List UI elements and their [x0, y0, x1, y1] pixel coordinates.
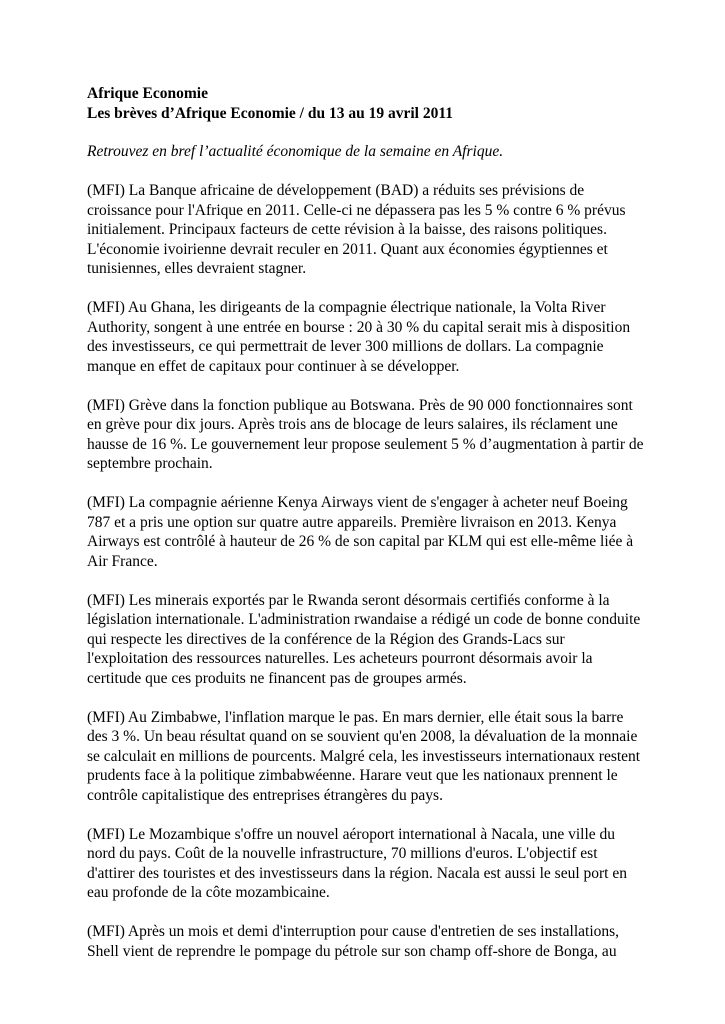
document-subtitle: Les brèves d’Afrique Economie / du 13 au 19 avril 2011 — [87, 104, 453, 122]
paragraph: (MFI) La compagnie aérienne Kenya Airways vient de s'engager à acheter neuf Boeing 787 et a pris une option sur quatre autre appareils. Première livraison en 2013. Kenya Airways est contrôlé à hauteur de 26 % de son capital par KLM qui est elle-même liée à Air France. — [87, 494, 634, 570]
paragraph: (MFI) Au Ghana, les dirigeants de la compagnie électrique nationale, la Volta River Authority, songent à une entrée en bourse : 20 à 30 % du capital serait mis à disposition des investisseurs, ce qui permettrait de lever 300 millions de dollars. La compagnie manque en effet de capitaux pour continuer à se développer. — [87, 299, 631, 375]
paragraph: (MFI) Les minerais exportés par le Rwanda seront désormais certifiés conforme à la législation internationale. L'administration rwandaise a rédigé un code de bonne conduite qui respecte les directives de la conférence de la Région des Grands-Lacs sur l'exploitation des ressources naturelles. Les acheteurs pourront désormais avoir la certitude que ces produits ne financent pas de groupes armés. — [87, 591, 641, 687]
paragraph: (MFI) Au Zimbabwe, l'inflation marque le pas. En mars dernier, elle était sous la barre des 3 %. Un beau résultat quand on se souvient qu'en 2008, la dévaluation de la monnaie se calculait en millions de pourcents. Malgré cela, les investisseurs internationaux restent prudents face à la politique zimbabwéenne. Harare veut que les nationaux prennent le contrôle capitalistique des entreprises étrangères du pays. — [87, 708, 641, 804]
document-page — [87, 84, 647, 961]
intro-text: Retrouvez en bref l’actualité économique de la semaine en Afrique. — [87, 143, 504, 160]
paragraph: (MFI) Grève dans la fonction publique au Botswana. Près de 90 000 fonctionnaires sont en grève pour dix jours. Après trois ans de blocage de leurs salaires, ils réclament une hausse de 16 %. Le gouvernement leur propose seulement 5 % d’augmentation à partir de septembre prochain. — [87, 396, 644, 472]
document-header — [87, 84, 647, 123]
paragraph: (MFI) La Banque africaine de développement (BAD) a réduits ses prévisions de croissance pour l'Afrique en 2011. Celle-ci ne dépassera pas les 5 % contre 6 % prévus initialement. Principaux facteurs de cette révision à la baisse, des raisons politiques. L'économie ivoirienne devrait reculer en 2011. Quant aux économies égyptiennes et tunisiennes, elles devraient stagner. — [87, 182, 626, 277]
paragraph: (MFI) Après un mois et demi d'interruption pour cause d'entretien de ses installations, Shell vient de reprendre le pompage du pétrole sur son champ off-shore de Bonga, au — [87, 923, 620, 960]
document-title: Afrique Economie — [87, 85, 208, 102]
paragraph: (MFI) Le Mozambique s'offre un nouvel aéroport international à Nacala, une ville du nord du pays. Coût de la nouvelle infrastructure, 70 millions d'euros. L'objectif est d'attirer des touristes et des investisseurs dans la région. Nacala est aussi le seul port en eau profonde de la côte mozambicaine. — [87, 825, 627, 901]
